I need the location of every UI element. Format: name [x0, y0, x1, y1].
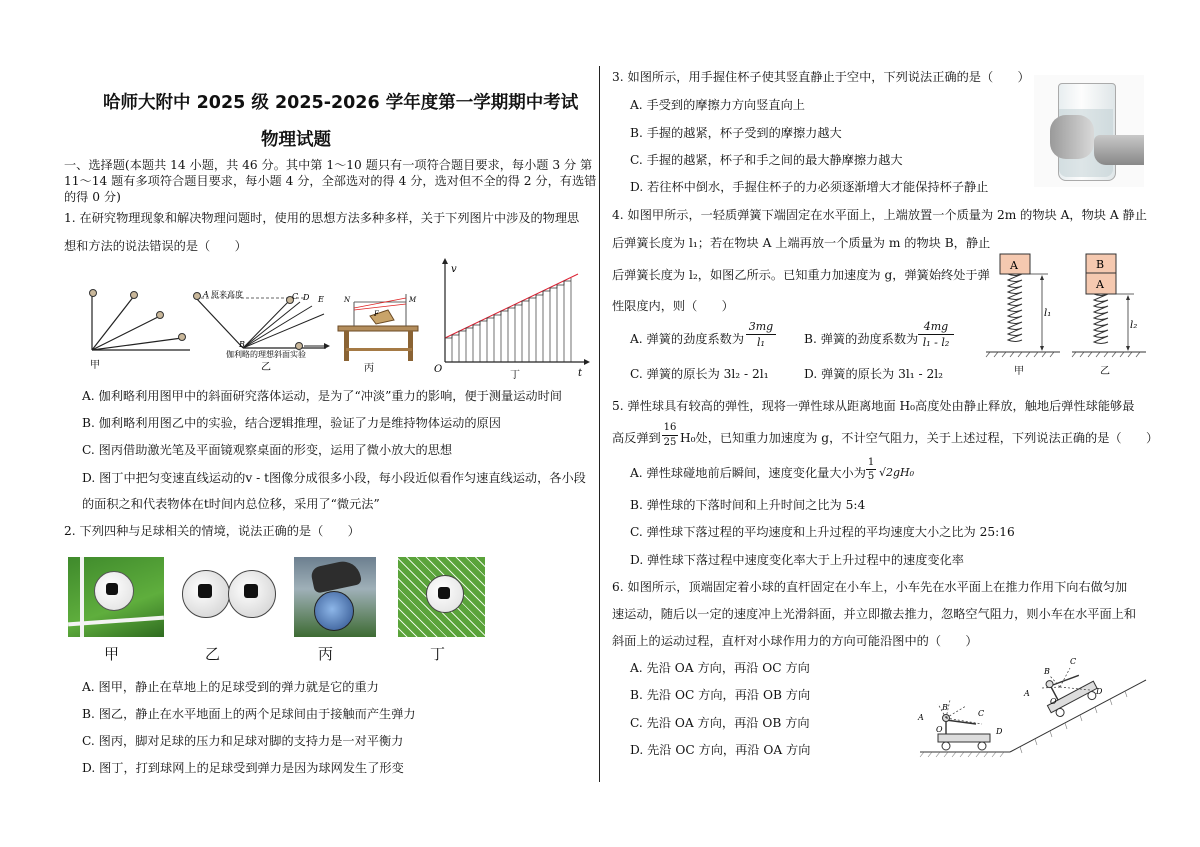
svg-text:l₁: l₁: [1044, 308, 1052, 319]
q4-option-a-fraction: 3mg l₁: [746, 320, 776, 349]
q1-stem-line2: 想和方法的说法错误的是（ ）: [64, 239, 247, 253]
q4-label-yi: 乙: [1100, 366, 1110, 377]
q2-option-d: D. 图丁，打到球网上的足球受到弹力是因为球网发生了形变: [82, 761, 404, 775]
svg-text:D: D: [1096, 687, 1103, 696]
exam-subtitle: 物理试题: [261, 130, 331, 150]
svg-text:B: B: [1044, 667, 1050, 676]
q4-option-d: D. 弹簧的原长为 3l₁ - 2l₂: [804, 367, 944, 381]
q4-figure-yi: [1072, 254, 1146, 377]
q6-option-c: C. 先沿 OA 方向，再沿 OB 方向: [630, 716, 810, 730]
q2-option-c: C. 图丙，脚对足球的压力和足球对脚的支持力是一对平衡力: [82, 734, 404, 748]
q4-option-c: C. 弹簧的原长为 3l₂ - 2l₁: [630, 367, 769, 381]
q3-option-a: A. 手受到的摩擦力方向竖直向上: [630, 98, 805, 112]
q5-stem-line1: 5. 弹性球具有较高的弹性，现将一弹性球从距离地面 H₀高度处由静止释放，触地后弹性球能够最: [612, 399, 1135, 413]
q4-option-b: B. 弹簧的劲度系数为: [804, 332, 919, 346]
svg-text:C: C: [292, 292, 299, 301]
svg-text:A: A: [1024, 689, 1030, 698]
q5-option-b: B. 弹性球的下落时间和上升时间之比为 5:4: [630, 498, 866, 512]
q3-photo-hand-glass: [1034, 75, 1144, 187]
q6-option-a: A. 先沿 OA 方向，再沿 OC 方向: [630, 661, 810, 675]
q2-option-b: B. 图乙，静止在水平地面上的两个足球间由于接触而产生弹力: [82, 707, 416, 721]
q4-option-a: A. 弹簧的劲度系数为: [630, 332, 745, 346]
svg-text:原来高度: 原来高度: [211, 290, 243, 299]
q2-label-jia: 甲: [104, 645, 120, 663]
q5-stem-line2-pre: 高反弹到: [612, 431, 661, 445]
q4-stem-line4: 性限度内，则（ ）: [612, 299, 734, 313]
q1-option-a: A. 伽利略利用图甲中的斜面研究落体运动，是为了“冲淡”重力的影响，便于测量运动时间: [82, 389, 562, 403]
q1-figure-bing: [338, 294, 418, 374]
svg-text:O: O: [1050, 697, 1057, 706]
q1-caption-yi: 伽利略的理想斜面实验: [226, 350, 306, 359]
svg-text:F: F: [374, 310, 379, 318]
q5-stem-line2-post: H₀处，已知重力加速度为 g，不计空气阻力，关于上述过程，下列说法正确的是（ ）: [680, 431, 1159, 445]
section-heading-line2: 11～14 题有多项符合题目要求，每小题 4 分，全部选对的得 4 分，选对但不全的得 2 分，有选错: [64, 174, 597, 188]
q2-label-yi: 乙: [205, 645, 221, 663]
svg-text:B: B: [942, 703, 948, 712]
q2-photo-yi: [180, 566, 280, 622]
section-heading-line1: 一、选择题(本题共 14 小题，共 46 分。其中第 1～10 题只有一项符合题目要求，每小题 3 分 第: [64, 158, 593, 172]
svg-text:M: M: [409, 296, 417, 304]
svg-text:v: v: [451, 264, 457, 275]
q6-option-b: B. 先沿 OC 方向，再沿 OB 方向: [630, 688, 811, 702]
q1-option-c: C. 图丙借助激光笔及平面镜观察桌面的形变，运用了微小放大的思想: [82, 443, 453, 457]
q4-stem-line1: 4. 如图甲所示，一轻质弹簧下端固定在水平面上，上端放置一个质量为 2m 的物块 A，物块 A 静止: [612, 208, 1147, 222]
q1-option-d-line2: 的面积之和代表物体在t时间内总位移，采用了“微元法”: [82, 497, 380, 511]
q2-label-bing: 丙: [318, 645, 334, 663]
q1-label-ding: 丁: [510, 370, 520, 380]
svg-text:A: A: [203, 290, 209, 299]
svg-text:A: A: [1010, 259, 1018, 272]
svg-text:A: A: [1096, 278, 1104, 291]
q2-photo-jia: [68, 557, 164, 637]
q1-option-d-line1: D. 图丁中把匀变速直线运动的v - t图像分成很多小段，每小段近似看作匀速直线运动，各小段: [82, 471, 586, 485]
q4-figure-jia: [986, 254, 1060, 377]
q1-figure-jia: [90, 290, 191, 372]
q3-option-c: C. 手握的越紧，杯子和手之间的最大静摩擦力越大: [630, 153, 903, 167]
svg-text:A: A: [918, 713, 924, 722]
q6-cart-figure: [910, 652, 1156, 772]
q5-option-a: A. 弹性球碰地前后瞬间，速度变化量大小为: [630, 466, 866, 480]
q1-figure-ding: [434, 258, 590, 380]
q2-stem: 2. 下列四种与足球相关的情境，说法正确的是（ ）: [64, 524, 360, 538]
q4-option-b-fraction: 4mg l₁ - l₂: [918, 320, 954, 349]
q2-photo-bing: [294, 557, 376, 637]
q6-stem-line2: 速运动，随后以一定的速度冲上光滑斜面，并立即撤去推力，忽略空气阻力，则小车在水平面上和: [612, 607, 1137, 621]
svg-text:B: B: [1096, 258, 1105, 271]
q3-stem: 3. 如图所示，用手握住杯子使其竖直静止于空中，下列说法正确的是（ ）: [612, 70, 1030, 84]
column-divider: [599, 66, 600, 782]
q6-stem-line1: 6. 如图所示，顶端固定着小球的直杆固定在小车上，小车先在水平面上在推力作用下向右做匀加: [612, 580, 1128, 594]
svg-text:O: O: [936, 725, 943, 734]
q2-option-a: A. 图甲，静止在草地上的足球受到的弹力就是它的重力: [82, 680, 379, 694]
svg-text:O: O: [434, 364, 443, 375]
svg-text:N: N: [344, 296, 351, 304]
svg-text:B: B: [239, 340, 245, 349]
q1-label-jia: 甲: [90, 360, 100, 371]
q6-cart-flat: [917, 700, 1003, 750]
q5-option-c: C. 弹性球下落过程的平均速度和上升过程的平均速度大小之比为 25:16: [630, 525, 1015, 539]
q1-figure-yi: [194, 289, 331, 373]
q2-label-ding: 丁: [430, 645, 446, 663]
svg-text:C: C: [978, 709, 985, 718]
q5-option-a-radical: √2gH₀: [879, 466, 915, 479]
svg-text:E: E: [318, 295, 324, 304]
svg-text:D: D: [996, 727, 1003, 736]
q1-option-b: B. 伽利略利用图乙中的实验，结合逻辑推理，验证了力是维持物体运动的原因: [82, 416, 501, 430]
section-heading-line3: 的得 0 分): [64, 190, 121, 204]
svg-text:l₂: l₂: [1130, 320, 1138, 331]
q4-spring-figure: [980, 248, 1152, 378]
q5-option-d: D. 弹性球下落过程中速度变化率大于上升过程中的速度变化率: [630, 553, 964, 567]
q3-option-d: D. 若往杯中倒水，手握住杯子的力必须逐渐增大才能保持杯子静止: [630, 180, 989, 194]
q6-stem-line3: 斜面上的运动过程，直杆对小球作用力的方向可能沿图中的（ ）: [612, 634, 978, 648]
q1-stem-line1: 1. 在研究物理现象和解决物理问题时，使用的思想方法多种多样，关于下列图片中涉及的物理思: [64, 211, 580, 225]
q5-fraction: 16 25: [663, 422, 677, 448]
q4-label-jia: 甲: [1014, 366, 1024, 377]
q6-option-d: D. 先沿 OC 方向，再沿 OA 方向: [630, 743, 811, 757]
q1-label-bing: 丙: [364, 363, 374, 374]
svg-text:C: C: [1070, 657, 1077, 666]
q1-figures: [78, 258, 590, 380]
q1-label-yi: 乙: [261, 362, 271, 373]
exam-title: 哈师大附中 2025 级 2025-2026 学年度第一学期期中考试: [103, 93, 579, 113]
q5-option-a-fraction: 1 5: [867, 457, 875, 482]
q4-stem-line3: 后弹簧长度为 l₂，如图乙所示。已知重力加速度为 g，弹簧始终处于弹: [612, 268, 990, 282]
svg-text:t: t: [578, 368, 583, 379]
svg-text:D: D: [303, 293, 310, 302]
q4-stem-line2: 后弹簧长度为 l₁；若在物块 A 上端再放一个质量为 m 的物块 B，静止: [612, 236, 991, 250]
q3-option-b: B. 手握的越紧，杯子受到的摩擦力越大: [630, 126, 842, 140]
q2-photo-ding: [398, 557, 485, 637]
